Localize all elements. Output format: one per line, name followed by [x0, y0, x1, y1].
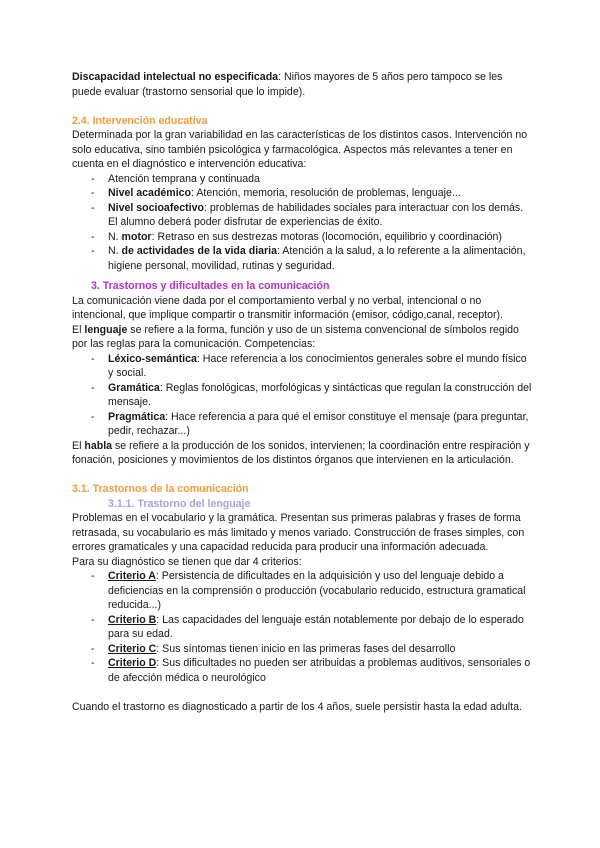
section-3-1-paragraph-1: Problemas en el vocabulario y la gramática. Presentan sus primeras palabras y frases de forma retrasada, su vocabulario es más limitado y menos variado. Construcción de frases simples, con errores gramaticales y una capacidad reducida para producir una información adecuada. — [72, 512, 525, 553]
document-content — [72, 70, 532, 714]
list-item: - Criterio D: Sus dificultades no pueden ser atribuidas a problemas auditivos, sensoriales o de afección médica o neurológico — [72, 656, 532, 685]
list-item: - Nivel socioafectivo: problemas de habilidades sociales para interactuar con los demás. El alumno deberá poder disfrutar de experiencias de éxito. — [72, 201, 532, 230]
list-item: - Pragmática: Hace referencia a para qué el emisor constituye el mensaje (para preguntar, pedir, rechazar...) — [72, 410, 532, 439]
criteria-list — [72, 569, 532, 685]
list-item: - N. motor: Retraso en sus destrezas motoras (locomoción, equilibrio y coordinación) — [72, 230, 532, 245]
section-3-paragraph-1: La comunicación viene dada por el comportamiento verbal y no verbal, intencional o no intencional, que implique compartir o transmitir información (emisor, código,canal, receptor). — [72, 294, 504, 321]
section-3-list — [72, 352, 532, 439]
closing-paragraph: Cuando el trastorno es diagnosticado a partir de los 4 años, suele persistir hasta la edad adulta. — [72, 700, 522, 713]
list-item: - Nivel académico: Atención, memoria, resolución de problemas, lenguaje... — [72, 186, 532, 201]
section-3-heading: 3. Trastornos y dificultades en la comunicación — [91, 280, 330, 292]
intro-term: Discapacidad intelectual no especificada — [72, 71, 279, 83]
section-3-paragraph-3: El habla se refiere a la producción de los sonidos, intervienen; la coordinación entre respiración y fonación, posiciones y movimientos de los distintos órganos que intervienen en la articulación. — [72, 439, 530, 466]
section-3-1-1-subheading: 3.1.1. Trastorno del lenguaje — [108, 497, 251, 510]
list-item: - Criterio C: Sus síntomas tienen inicio en las primeras fases del desarrollo — [72, 642, 532, 657]
list-item: - N. de actividades de la vida diaria: Atención a la salud, a lo referente a la alimentación, higiene personal, movilidad, rutinas y seguridad. — [72, 244, 532, 273]
section-3-1-heading: 3.1. Trastornos de la comunicación — [72, 483, 249, 495]
section-3-1-paragraph-2: Para su diagnóstico se tienen que dar 4 criterios: — [72, 555, 302, 568]
section-3-paragraph-2: El lenguaje se refiere a la forma, función y uso de un sistema convencional de símbolos regido por las reglas para la comunicación. Competencias: — [72, 323, 519, 350]
section-2-4-heading: 2.4. Intervención educativa — [72, 114, 208, 127]
intro-text: : Niños mayores de 5 años pero tampoco se les puede evaluar (trastorno sensorial que lo impide). — [72, 71, 503, 98]
list-item: - Criterio B: Las capacidades del lenguaje están notablemente por debajo de lo esperado para su edad. — [72, 613, 532, 642]
intro-paragraph — [72, 70, 532, 99]
list-item: - Léxico-semántica: Hace referencia a los conocimientos generales sobre el mundo físico y social. — [72, 352, 532, 381]
list-item: - Criterio A: Persistencia de dificultades en la adquisición y uso del lenguaje debido a deficiencias en la comprensión o producción (vocabulario reducido, estructura gramatical reducida...) — [72, 569, 532, 613]
list-item: - Gramática: Reglas fonológicas, morfológicas y sintácticas que regulan la construcción del mensaje. — [72, 381, 532, 410]
section-2-4-paragraph: Determinada por la gran variabilidad en las características de los distintos casos. Intervención no solo educativa, sino también psicológica y farmacológica. Aspectos más relevantes a tener en cuenta en el diagnóstico e intervención educativa: — [72, 129, 528, 170]
list-item: - Atención temprana y continuada — [72, 172, 532, 187]
section-2-4-list — [72, 172, 532, 274]
